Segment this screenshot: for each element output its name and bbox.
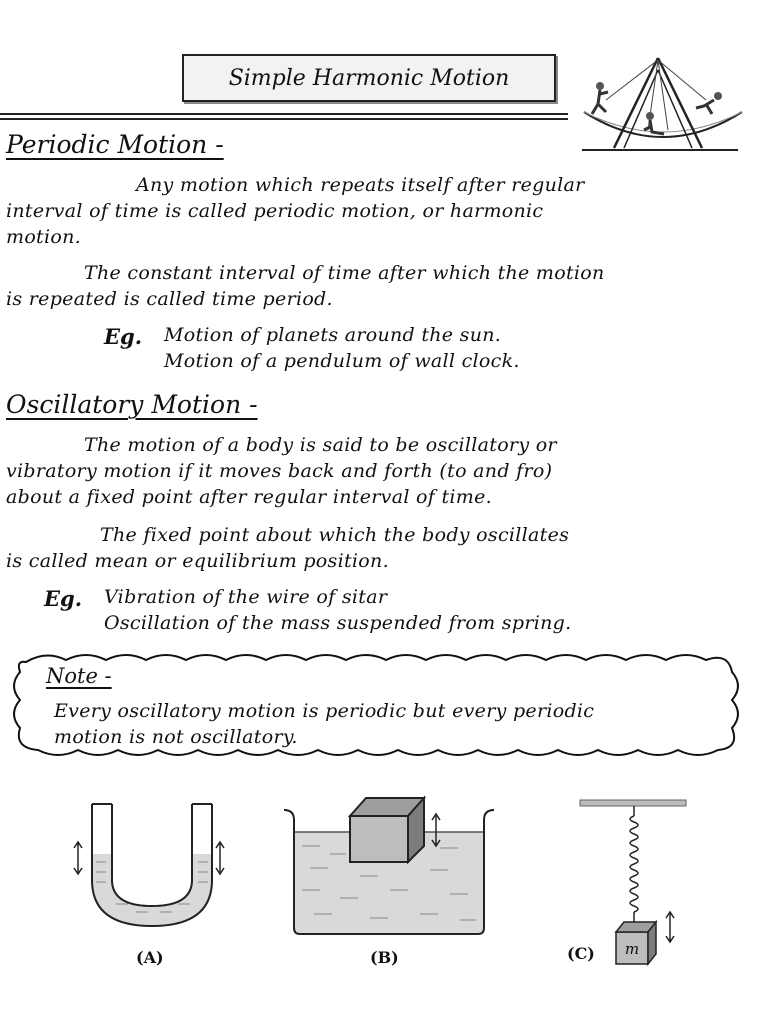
oscillatory-example-2: Oscillation of the mass suspended from spring. (104, 612, 572, 634)
oscillatory-motion-heading: Oscillatory Motion - (6, 390, 258, 419)
oscillatory-definition (6, 432, 746, 510)
mean-position-definition (6, 522, 746, 574)
note-line-1: Every oscillatory motion is periodic but every periodic (54, 700, 595, 722)
note-text (54, 698, 594, 750)
time-period-definition (6, 260, 746, 312)
oscillatory-definition-line-2: vibratory motion if it moves back and forth (to and fro) (6, 460, 553, 482)
mean-position-line-2: is called mean or equilibrium position. (6, 550, 389, 572)
page-title: Simple Harmonic Motion (182, 54, 556, 102)
figure-b-floating-block (280, 790, 500, 940)
figure-a-u-tube (66, 798, 242, 938)
periodic-examples (164, 322, 520, 374)
periodic-example-1: Motion of planets around the sun. (164, 324, 502, 346)
periodic-definition-line-1: Any motion which repeats itself after regular (136, 174, 585, 196)
mean-position-line-1: The fixed point about which the body oscillates (100, 524, 570, 546)
oscillatory-definition-line-3: about a fixed point after regular interval of time. (6, 486, 492, 508)
oscillatory-example-label: Eg. (44, 586, 83, 611)
time-period-line-1: The constant interval of time after which the motion (84, 262, 605, 284)
swing-illustration (578, 52, 748, 156)
mass-label: m (624, 940, 640, 958)
figure-c-caption: (C) (567, 944, 595, 963)
periodic-example-label: Eg. (104, 324, 143, 349)
periodic-definition-line-3: motion. (6, 226, 81, 248)
periodic-definition (6, 172, 746, 250)
figure-a-caption: (A) (136, 948, 164, 967)
oscillatory-example-1: Vibration of the wire of sitar (104, 586, 388, 608)
oscillatory-definition-line-1: The motion of a body is said to be oscillatory or (84, 434, 557, 456)
periodic-motion-heading: Periodic Motion - (6, 130, 224, 159)
periodic-example-2: Motion of a pendulum of wall clock. (164, 350, 520, 372)
title-divider (0, 113, 568, 115)
note-label: Note - (46, 664, 112, 688)
note-line-2: motion is not oscillatory. (54, 726, 298, 748)
oscillatory-examples (104, 584, 571, 636)
periodic-definition-line-2: interval of time is called periodic motion, or harmonic (6, 200, 544, 222)
time-period-line-2: is repeated is called time period. (6, 288, 333, 310)
figure-b-caption: (B) (370, 948, 399, 967)
title-divider-second (0, 118, 568, 120)
